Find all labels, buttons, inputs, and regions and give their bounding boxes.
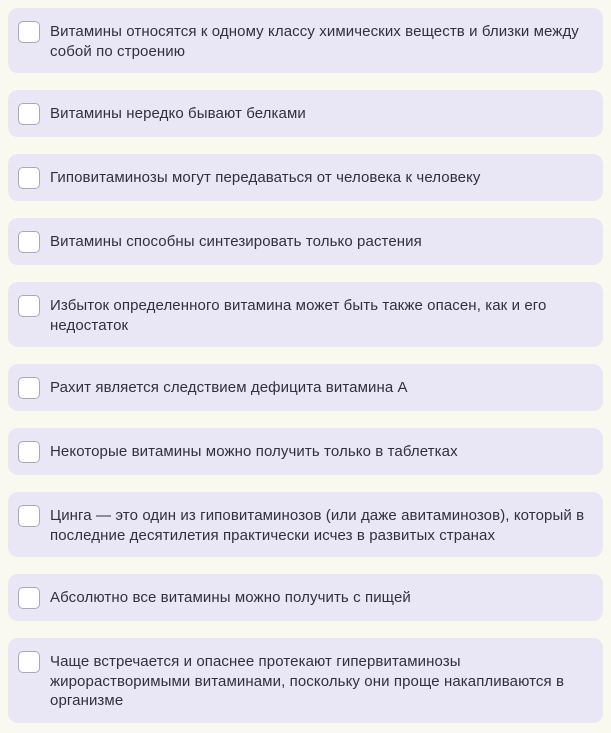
statement-row[interactable] [8, 364, 603, 411]
statement-label: Чаще встречается и опаснее протекают гипервитаминозы жирорастворимыми витаминами, поскольку они проще накапливаются в организме [50, 653, 565, 709]
checkbox[interactable] [18, 441, 40, 463]
statement-row[interactable] [8, 574, 603, 621]
checkbox[interactable] [18, 377, 40, 399]
statement-label: Цинга — это один из гиповитаминозов (или даже авитаминозов), который в последние десятилетия практически исчез в развитых странах [50, 507, 585, 544]
statement-row[interactable] [8, 8, 603, 73]
statement-row[interactable] [8, 90, 603, 137]
checkbox[interactable] [18, 231, 40, 253]
statement-row[interactable] [8, 282, 603, 347]
checkbox[interactable] [18, 651, 40, 673]
statement-label: Гиповитаминозы могут передаваться от человека к человеку [50, 169, 481, 186]
checkbox[interactable] [18, 587, 40, 609]
statement-label: Рахит является следствием дефицита витамина А [50, 379, 408, 396]
statement-row[interactable] [8, 218, 603, 265]
statement-row[interactable] [8, 428, 603, 475]
statement-row[interactable] [8, 638, 603, 723]
statement-label: Некоторые витамины можно получить только в таблетках [50, 443, 458, 460]
checkbox[interactable] [18, 21, 40, 43]
statement-label: Избыток определенного витамина может быть также опасен, как и его недостаток [50, 297, 547, 334]
checkbox[interactable] [18, 167, 40, 189]
statement-label: Витамины способны синтезировать только растения [50, 233, 422, 250]
statement-label: Витамины относятся к одному классу химических веществ и близки между собой по строению [50, 23, 579, 60]
checkbox[interactable] [18, 103, 40, 125]
checkbox[interactable] [18, 295, 40, 317]
statement-label: Витамины нередко бывают белками [50, 105, 306, 122]
statement-row[interactable] [8, 154, 603, 201]
checkbox[interactable] [18, 505, 40, 527]
statement-label: Абсолютно все витамины можно получить с пищей [50, 589, 411, 606]
statement-row[interactable] [8, 492, 603, 557]
